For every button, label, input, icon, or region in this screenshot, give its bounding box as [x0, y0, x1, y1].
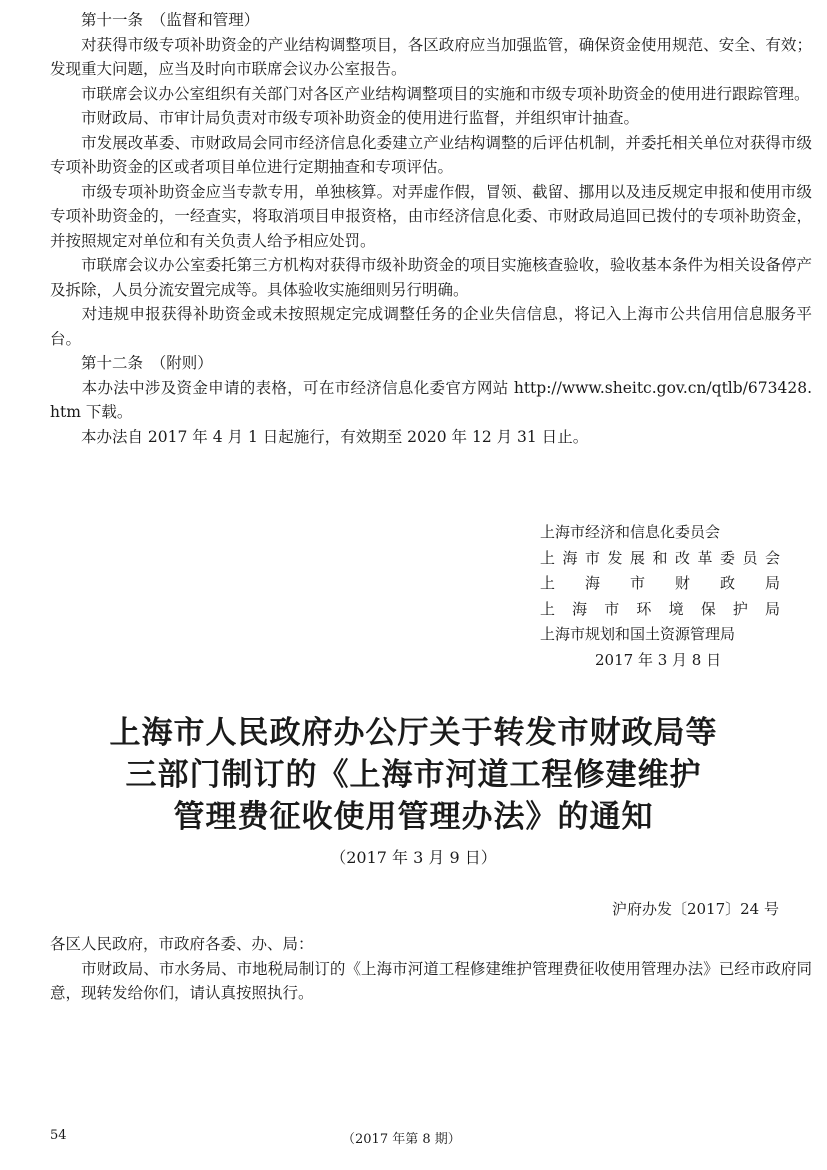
notice-date: （2017 年 3 月 9 日） [330, 848, 497, 867]
article-11-paragraph-2: 市联席会议办公室组织有关部门对各区产业结构调整项目的实施和市级专项补助资金的使用进行跟踪管理。 [50, 84, 810, 103]
notice-body [50, 932, 812, 1006]
article-11-paragraph-1: 对获得市级专项补助资金的产业结构调整项目，各区政府应当加强监管，确保资金使用规范、安全、有效；发现重大问题，应当及时向市联席会议办公室报告。 [50, 35, 812, 78]
signatory-5: 上海市规划和国土资源管理局 [540, 625, 736, 643]
article-12-paragraph-2: 本办法自 2017 年 4 月 1 日起施行，有效期至 2020 年 12 月 31 日止。 [50, 427, 589, 446]
article-11-paragraph-4: 市发展改革委、市财政局会同市经济信息化委建立产业结构调整的后评估机制，并委托相关单位对获得市级专项补助资金的区或者项目单位进行定期抽查和专项评估。 [50, 133, 812, 176]
notice-addressee: 各区人民政府，市政府各委、办、局： [50, 935, 314, 953]
signature-block [540, 520, 780, 673]
article-12-paragraph-1: 本办法中涉及资金申请的表格，可在市经济信息化委官方网站 http://www.sheitc.gov.cn/qtlb/673428.htm 下载。 [50, 378, 812, 421]
notice-title-line-3: 管理费征收使用管理办法》的通知 [173, 799, 654, 835]
signatory-2: 上海市发展和改革委员会 [540, 548, 780, 567]
signatory-4: 上海市环境保护局 [540, 599, 780, 618]
document-number: 沪府办发〔2017〕24 号 [611, 900, 779, 918]
signatory-3: 上海市财政局 [540, 574, 780, 592]
notice-title-block [40, 712, 787, 872]
article-11-paragraph-6: 市联席会议办公室委托第三方机构对获得市级补助资金的项目实施核查验收，验收基本条件为相关设备停产及拆除，人员分流安置完成等。具体验收实施细则另行明确。 [50, 256, 812, 299]
notice-paragraph: 市财政局、市水务局、市地税局制订的《上海市河道工程修建维护管理费征收使用管理办法》已经市政府同意，现转发给你们，请认真按照执行。 [50, 959, 812, 1002]
notice-title-line-2: 三部门制订的《上海市河道工程修建维护 [125, 757, 702, 793]
page-number: 54 [50, 1128, 67, 1143]
article-11-paragraph-5: 市级专项补助资金应当专款专用，单独核算。对弄虚作假，冒领、截留、挪用以及违反规定申报和使用市级专项补助资金的，一经查实，将取消项目申报资格，由市经济信息化委、市财政局追回已拨付的专项补助资金，并按照规定对单位和有关负责人给予相应处罚。 [50, 182, 812, 250]
signature-date: 2017 年 3 月 8 日 [595, 650, 722, 669]
notice-title-line-1: 上海市人民政府办公厅关于转发市财政局等 [109, 715, 718, 751]
article-12-heading: 第十二条 （附则） [50, 354, 213, 372]
article-11-paragraph-7: 对违规申报获得补助资金或未按照规定完成调整任务的企业失信信息，将记入上海市公共信用信息服务平台。 [50, 305, 812, 348]
regulation-body [50, 8, 812, 449]
issue-label: （2017 年第 8 期） [342, 1132, 461, 1147]
signatory-1: 上海市经济和信息化委员会 [540, 523, 721, 541]
article-11-heading: 第十一条 （监督和管理） [50, 11, 260, 29]
article-11-paragraph-3: 市财政局、市审计局负责对市级专项补助资金的使用进行监督，并组织审计抽查。 [50, 109, 640, 127]
